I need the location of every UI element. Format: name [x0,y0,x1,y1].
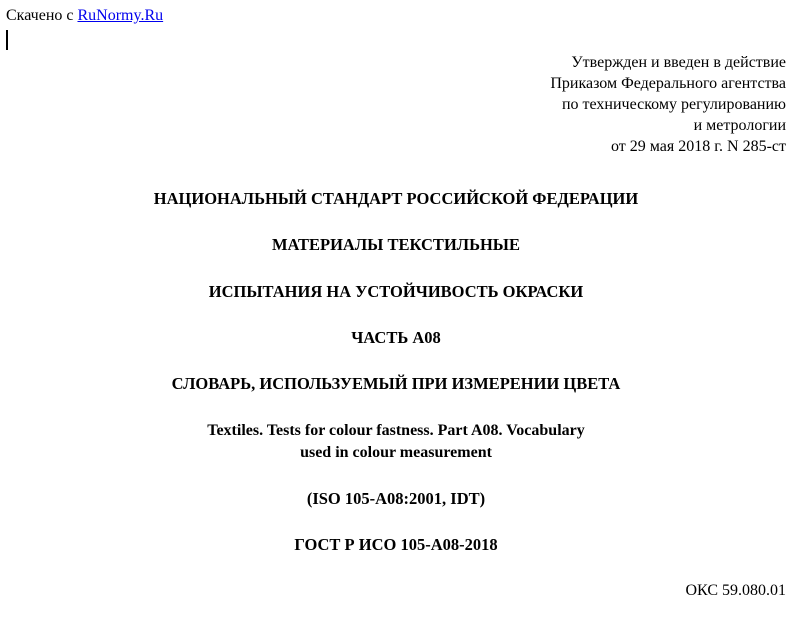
english-title-line-1: Textiles. Tests for colour fastness. Part A08. Vocabulary [207,422,585,439]
source-site-link[interactable]: RuNormy.Ru [77,7,164,24]
title-part: ЧАСТЬ А08 [351,328,441,347]
approval-block [550,52,786,157]
title-line-materials: МАТЕРИАЛЫ ТЕКСТИЛЬНЫЕ [271,235,521,254]
english-title-line-2: used in colour measurement [300,444,492,461]
approval-line: от 29 мая 2018 г. N 285-ст [611,138,786,155]
download-source-prefix: Скачено с [6,7,74,24]
iso-reference: (ISO 105-A08:2001, IDT) [306,489,486,508]
oks-classification: ОКС 59.080.01 [685,582,786,599]
approval-line: Утвержден и введен в действие [571,54,786,71]
approval-line: и метрологии [693,117,786,134]
standard-type-heading: НАЦИОНАЛЬНЫЙ СТАНДАРТ РОССИЙСКОЙ ФЕДЕРАЦИИ [153,189,639,208]
gost-designation: ГОСТ Р ИСО 105-А08-2018 [294,535,498,554]
approval-line: Приказом Федерального агентства [550,75,786,92]
title-line-vocabulary: СЛОВАРЬ, ИСПОЛЬЗУЕМЫЙ ПРИ ИЗМЕРЕНИИ ЦВЕТА [171,374,621,393]
download-source-line [6,6,163,26]
approval-line: по техническому регулированию [561,96,786,113]
text-cursor [6,30,8,50]
title-line-tests: ИСПЫТАНИЯ НА УСТОЙЧИВОСТЬ ОКРАСКИ [208,282,584,301]
